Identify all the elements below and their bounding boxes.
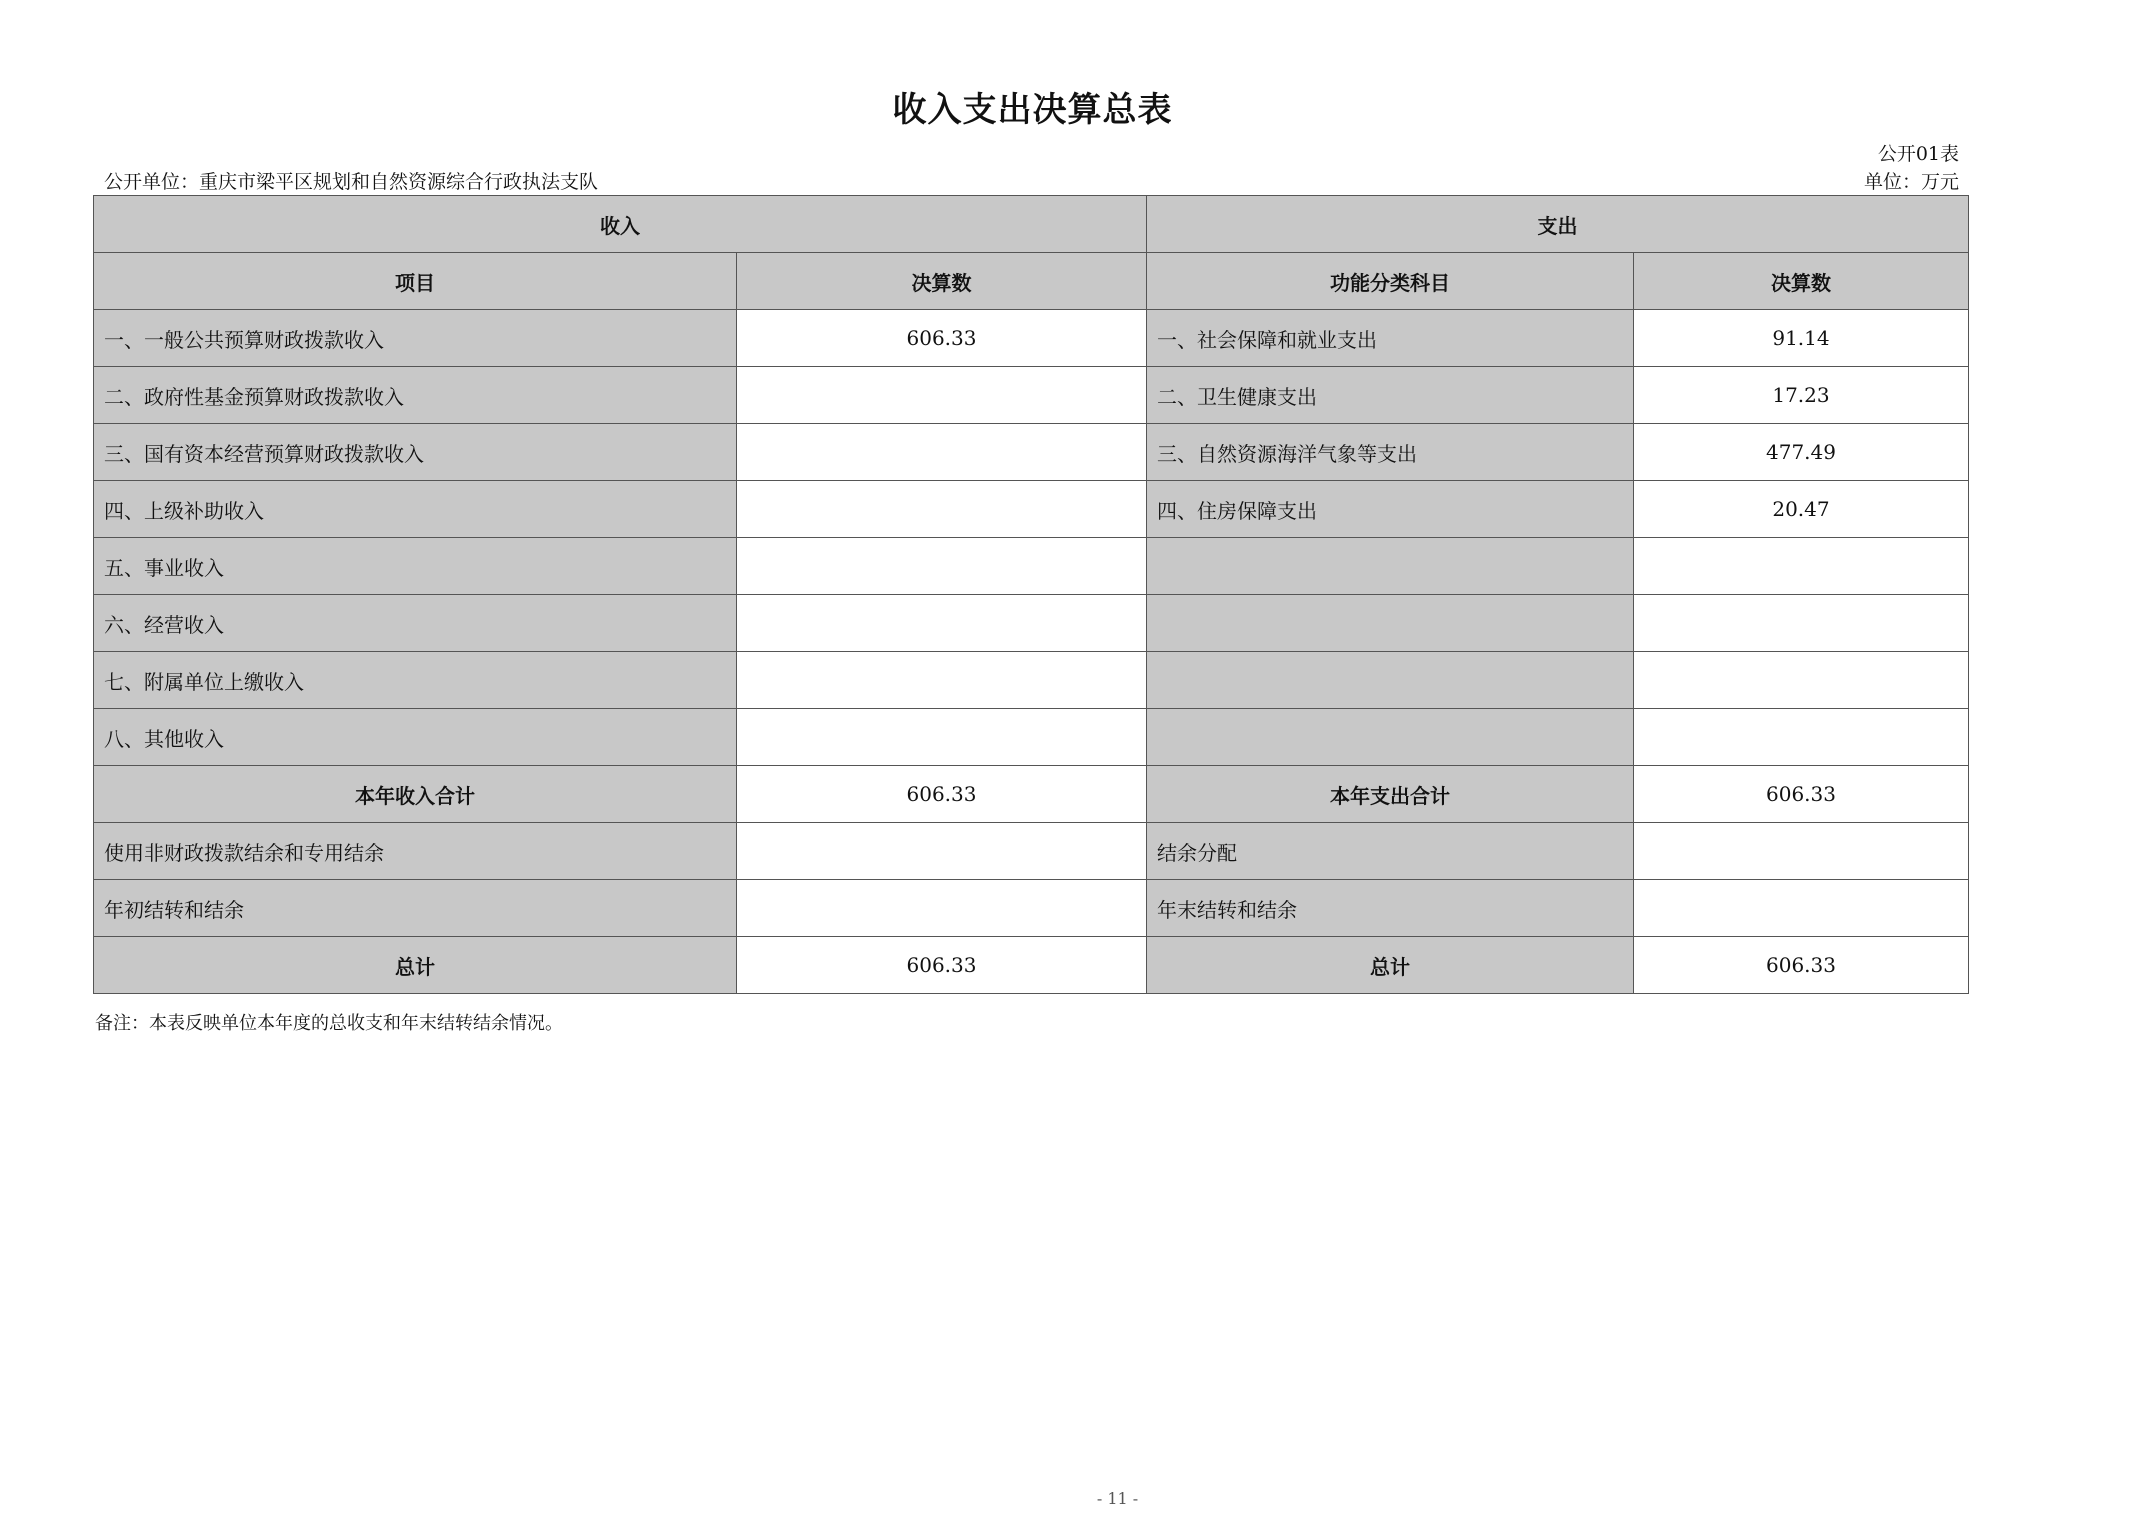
expense-value: 20.47 [1634,481,1969,538]
section-header-row [94,196,1969,253]
table-row [94,538,1969,595]
expense-value [1634,652,1969,709]
expense-item [1147,595,1634,652]
expense-value [1634,880,1969,937]
income-value [737,424,1147,481]
table-row [94,709,1969,766]
expense-item: 结余分配 [1147,823,1634,880]
table-row [94,595,1969,652]
income-item: 三、国有资本经营预算财政拨款收入 [94,424,737,481]
expense-value: 477.49 [1634,424,1969,481]
expense-item: 四、住房保障支出 [1147,481,1634,538]
grand-expense-total-label: 总计 [1147,937,1634,994]
income-item: 六、经营收入 [94,595,737,652]
income-value [737,880,1147,937]
table-row [94,652,1969,709]
year-expense-total-label: 本年支出合计 [1147,766,1634,823]
table-note: 备注：本表反映单位本年度的总收支和年末结转结余情况。 [95,1013,563,1034]
income-item: 二、政府性基金预算财政拨款收入 [94,367,737,424]
expense-amount-column-header: 决算数 [1634,253,1969,310]
income-value [737,652,1147,709]
currency-unit: 单位：万元 [1863,171,1959,193]
income-value [737,481,1147,538]
income-expense-table [93,195,1969,994]
expense-value [1634,595,1969,652]
grand-total-row [94,937,1969,994]
income-amount-column-header: 决算数 [737,253,1147,310]
expense-item [1147,709,1634,766]
grand-income-total-value: 606.33 [737,937,1147,994]
income-item: 七、附属单位上缴收入 [94,652,737,709]
income-item: 八、其他收入 [94,709,737,766]
column-header-row [94,253,1969,310]
expense-item: 二、卫生健康支出 [1147,367,1634,424]
table-row [94,367,1969,424]
table-code: 公开01表 [1877,143,1959,165]
table-row [94,424,1969,481]
income-value [737,538,1147,595]
expense-value [1634,823,1969,880]
reporting-unit: 公开单位：重庆市梁平区规划和自然资源综合行政执法支队 [104,171,599,193]
expense-item: 三、自然资源海洋气象等支出 [1147,424,1634,481]
expense-item [1147,652,1634,709]
income-item: 四、上级补助收入 [94,481,737,538]
income-value [737,823,1147,880]
expense-value [1634,709,1969,766]
page-title: 收入支出决算总表 [892,90,1173,130]
year-income-total-label: 本年收入合计 [94,766,737,823]
expense-item: 一、社会保障和就业支出 [1147,310,1634,367]
income-value [737,709,1147,766]
table-row [94,880,1969,937]
income-item: 一、一般公共预算财政拨款收入 [94,310,737,367]
year-income-total-value: 606.33 [737,766,1147,823]
table-row [94,310,1969,367]
income-value [737,595,1147,652]
item-column-header: 项目 [94,253,737,310]
income-item: 五、事业收入 [94,538,737,595]
income-item: 年初结转和结余 [94,880,737,937]
income-section-header: 收入 [94,196,1147,253]
table-row [94,481,1969,538]
year-total-row [94,766,1969,823]
income-item: 使用非财政拨款结余和专用结余 [94,823,737,880]
expense-item [1147,538,1634,595]
grand-expense-total-value: 606.33 [1634,937,1969,994]
page-number: - 11 - [1096,1489,1139,1508]
expense-value [1634,538,1969,595]
income-value: 606.33 [737,310,1147,367]
income-value [737,367,1147,424]
grand-income-total-label: 总计 [94,937,737,994]
table-row [94,823,1969,880]
expense-value: 91.14 [1634,310,1969,367]
year-expense-total-value: 606.33 [1634,766,1969,823]
expense-item: 年末结转和结余 [1147,880,1634,937]
expense-value: 17.23 [1634,367,1969,424]
expense-section-header: 支出 [1147,196,1969,253]
function-subject-column-header: 功能分类科目 [1147,253,1634,310]
